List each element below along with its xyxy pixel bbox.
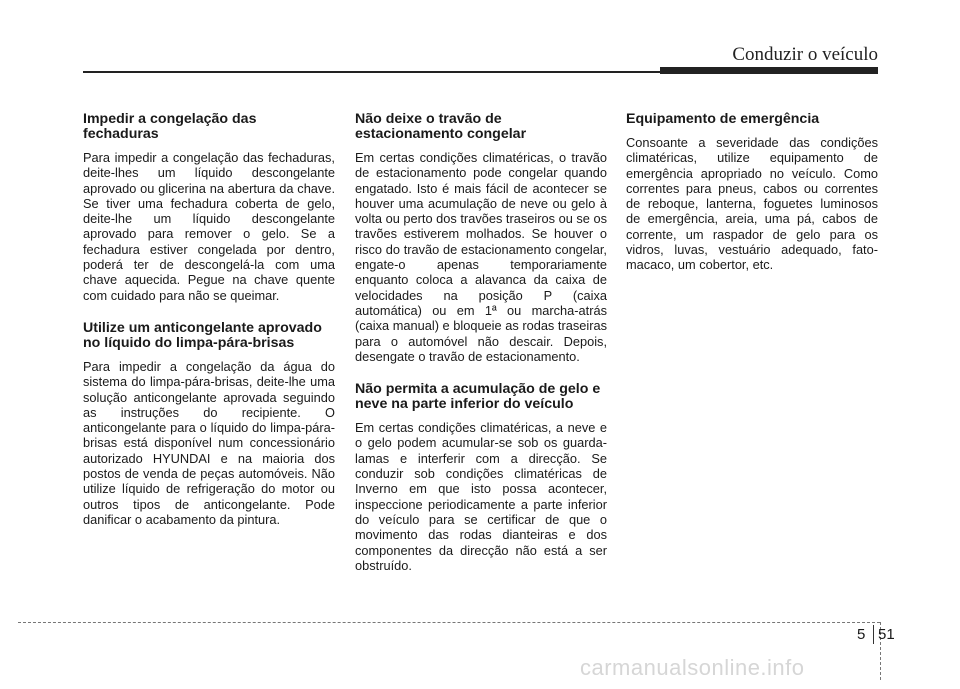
page-number: 51	[878, 626, 895, 643]
section-body-underbody-ice: Em certas condições climatéricas, a neve e o gelo podem acumular-se sob os guarda-lamas e interferir com a direcção. Se conduzir sob condições climatéricas de Inverno em que isto possa acontecer, inspeccione periodicamente a parte inferior do veículo para se certificar de que o movimento das rodas dianteiras e dos componentes da direcção não está a ser obstruído.	[355, 420, 607, 573]
section-title-emergency-equipment: Equipamento de emergência	[626, 111, 820, 127]
watermark-text: carmanualsonline.info	[580, 655, 805, 680]
section-body-emergency-equipment: Consoante a severidade das condições climatéricas, utilize equipamento de emergência apropriado no veículo. Como correntes para pneus, cabos ou correntes de reboque, lanterna, foguetes luminosos de emergência, areia, uma pá, cabos de corrente, um raspador de gelo para os vidros, luvas, vestuário adequado, fato-macaco, um cobertor, etc.	[626, 135, 878, 273]
section-title-washer-antifreeze: Utilize um anticongelante aprovado no líquido do limpa-pára-brisas	[83, 319, 322, 351]
footer-dashed-rule	[18, 622, 880, 623]
section-title-parking-brake: Não deixe o travão de estacionamento congelar	[355, 111, 527, 142]
section-title-lock-freezing: Impedir a congelação das fechaduras	[83, 111, 257, 142]
section-body-lock-freezing: Para impedir a congelação das fechaduras, deite-lhes um líquido descongelante aprovado ou glicerina na abertura da chave. Se tiver uma fechadura coberta de gelo, deite-lhe um líquido descongelante aprovado para remover o gelo. Se a fechadura estiver congelada por dentro, poderá ter de descongelá-la com uma chave aquecida. Pegue na chave quente com cuidado para não se queimar.	[83, 150, 335, 303]
page-header-title: Conduzir o veículo	[732, 44, 878, 65]
text-column-3	[626, 112, 878, 291]
text-column-2	[355, 112, 607, 591]
section-body-parking-brake: Em certas condições climatéricas, o travão de estacionamento pode congelar quando engatado. Isto é mais fácil de acontecer se houver uma acumulação de neve ou gelo à volta ou perto dos travões traseiros ou se os travões estiverem molhados. Se houver o risco do travão de estacionamento congelar, engate-o apenas temporariamente enquanto coloca a alavanca da caixa de velocidades na posição P (caixa automática) ou em 1ª ou marcha-atrás (caixa manual) e bloqueie as rodas traseiras para o automóvel não descair. Depois, desengate o travão de estacionamento.	[355, 150, 607, 364]
header-rule-accent	[660, 67, 878, 74]
section-title-underbody-ice: Não permita a acumulação de gelo e neve na parte inferior do veículo	[355, 381, 601, 413]
section-body-washer-antifreeze: Para impedir a congelação da água do sistema do limpa-pára-brisas, deite-lhe uma solução anticongelante aprovada seguindo as instruções do recipiente. O anticongelante para o líquido do limpa-pára-brisas está disponível num concessionário autorizado HYUNDAI e na maioria dos postos de venda de peças automóveis. Não utilize líquido de refrigeração do motor ou outros tipos de anticongelante. Pode danificar o acabamento da pintura.	[83, 358, 335, 527]
text-column-1	[83, 112, 335, 545]
chapter-number: 5	[857, 626, 866, 643]
page-number-divider	[873, 625, 874, 644]
header-rule	[83, 71, 663, 73]
